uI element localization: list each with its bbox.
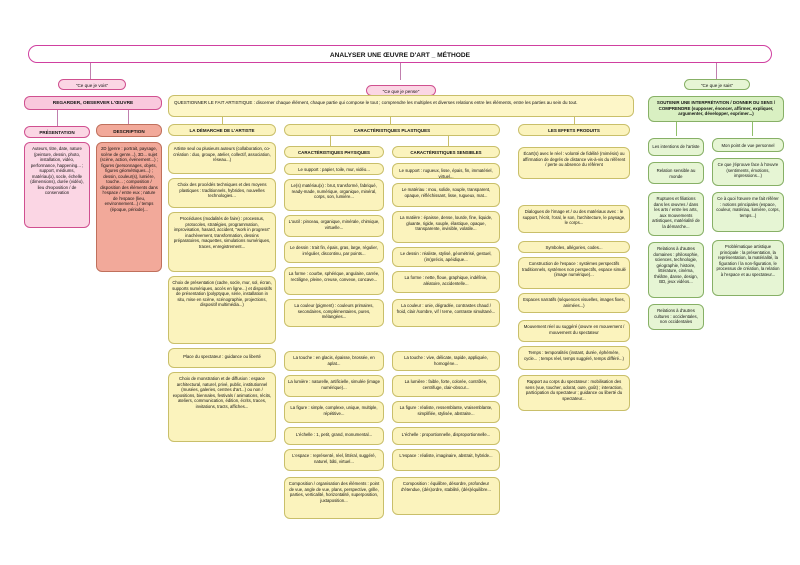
- physiques-item-10: L'espace : représenté, réel, littéral, suggéré, naturel, bâti, virtuel...: [284, 449, 384, 471]
- physiques-item-5: La couleur (pigment) : couleurs primaires, secondaires, complémentaires, pures, mélangées...: [284, 299, 384, 327]
- interpretation-item-7: Problématique artistique principale : la présentation, la représentation, la matérialité, la figuration / la non-figuration, le processus de création, la relation à l'espace et au spectateur...: [712, 240, 784, 296]
- interpretation-item-6: Relations à d'autres domaines : philosophie, sciences, technologie, géographie, histoire, littérature, cinéma, théâtre, danse, design, BD, jeux vidéos...: [648, 242, 704, 298]
- physiques-item-3: Le dessin : trait fin, épais, gras, large, régulier, irrégulier, discontinu, par points...: [284, 241, 384, 263]
- sensibles-item-6: La touche : vive, délicate, rapide, appliquée, homogène...: [392, 351, 500, 371]
- connector-plast-phys: [330, 136, 331, 146]
- sensibles-item-3: Le dessin : réaliste, stylisé, géométrisé, gestuel, (im)précis, apéidique...: [392, 247, 500, 267]
- presentation-content: Auteurs, titre, date, nature (peinture, dessin, photo, installation, vidéo, performance, happening... ; support, médiums, matériau(x), socle, échelle (dimensions), durée (vidéo), lieu d'exposition / de conservation: [24, 142, 90, 228]
- physiques-item-6: La touche : en glacis, épaisse, brossée, en aplat...: [284, 351, 384, 371]
- observer-header: REGARDER, OBSERVER L'ŒUVRE: [24, 96, 162, 110]
- sensibles-item-0: Le support : rugueux, lisse, épais, fin, immatériel, virtuel...: [392, 163, 500, 179]
- physiques-item-8: La figure : simple, complexe, unique, multiple, répétitive...: [284, 401, 384, 423]
- physiques-item-11: Composition / organisation des éléments : point de vue, angle de vue, plans, perspective, grille, parties, verticalité, horizontalité, superposition, juxtaposition...: [284, 477, 384, 519]
- connector-observer-pres: [57, 110, 58, 127]
- connector-plast-sens: [448, 136, 449, 146]
- effets-item-4: Espaces narratifs (séquences visuelles, images fixes, animées...): [518, 293, 630, 313]
- physiques-item-4: La forme : courbe, sphérique, angulaire, carrée, rectiligne, pleine, creuse, convexe, concave...: [284, 267, 384, 295]
- physiques-header: CARACTÉRISTIQUES PHYSIQUES: [284, 146, 384, 158]
- presentation-header: PRÉSENTATION: [24, 126, 90, 138]
- demarche-item-2: Procédures (modalités de faire) : processus, protocoles, stratégies, programmation, improvisation, hasard, accident, "work in progress" inachèvement, transformation, dessins préparatoires, maquettes, simulations numériques, traces, enregistrement...: [168, 212, 276, 272]
- effets-header: LES EFFETS PRODUITS: [518, 124, 630, 136]
- interpretation-item-2: Relation sensible au monde: [648, 162, 704, 184]
- sensibles-item-7: La lumière : faible, forte, colorée, contrôlée, centrifuge, clair-obscur...: [392, 375, 500, 397]
- interpretation-item-4: Ruptures et filiations dans les œuvres / dans les arts / entre les arts, aux mouvements artistiques, matérialité de la démarche...: [648, 192, 704, 236]
- description-content: 2D (genre : portrait, paysage, scène de genre...), 3D... sujet (scène, action, événement...) ; figures (personnages, objets, figures géométriques...) ; dessin, couleur(s), lumière, touche... ; composition / disposition des éléments dans l'espace / entre eux ; nature de l'espace (lieu, environnement...) / temps (époque, période)...: [96, 142, 162, 272]
- connector-interp-left: [676, 122, 677, 136]
- sensibles-item-8: La figure : réaliste, ressemblante, vraisemblante, simplifiée, stylisée, abstraite...: [392, 401, 500, 423]
- physiques-item-0: Le support : papier, toile, mur, vidéo...: [284, 163, 384, 175]
- tag-ce-que-je-sais: "Ce que je sais": [684, 79, 750, 90]
- description-header: DESCRIPTION: [96, 124, 162, 137]
- sensibles-item-4: La forme : nette, floue, graphique, indéfinie, aléatoire, accidentelle...: [392, 271, 500, 293]
- interpretation-item-3: Ce que j'éprouve face à l'œuvre (sentiments, émotions, impressions...): [712, 158, 784, 186]
- questionner-header: QUESTIONNER LE FAIT ARTISTIQUE : discerner chaque élément, chaque partie qui compose le tout ; comprendre les multiples et diverses relations entre les éléments, entre les parties au sein du tout.: [168, 95, 634, 117]
- demarche-item-0: Artiste seul ou plusieurs auteurs (collaboration, co-création : duo, groupe, atelier, collectif, association, réseau...): [168, 142, 276, 174]
- tag-ce-que-je-pense: "Ce que je pense": [366, 85, 436, 96]
- effets-item-1: Dialogues de l'image et / ou des matériaux avec : le support, l'écrit, l'oral, le son, l'architecture, le paysage, le corps...: [518, 205, 630, 233]
- sensibles-item-11: Composition : équilibre, désordre, profondeur d'étendue, (dés)ordre, stabilité, (dés)équilibre...: [392, 477, 500, 515]
- effets-item-0: Écart(s) avec le réel : volonté de fidélité (mimésis) ou affirmation de degrés de distance vis-à-vis du référent / perte ou absence du référent: [518, 147, 630, 179]
- sensibles-item-10: L'espace : réaliste, imaginaire, abstrait, hybride...: [392, 449, 500, 471]
- sensibles-item-1: Le matériau : mou, solide, souple, transparent, opaque, réfléchissant, lisse, rugueux, mat...: [392, 183, 500, 207]
- interpretation-item-8: Relations à d'autres cultures : occidentales, non occidentales: [648, 304, 704, 330]
- interpretation-item-5: Ce à quoi l'œuvre me fait référer : notions principales (espace, couleur, matériau, lumière, corps, temps...): [712, 192, 784, 232]
- interpretation-item-1: Mon point de vue personnel: [712, 138, 784, 152]
- demarche-item-1: Choix des procédés techniques et des moyens plastiques : traditionnels, hybrides, nouvelles technologies...: [168, 178, 276, 208]
- page-title: ANALYSER UNE ŒUVRE D'ART _ MÉTHODE: [28, 45, 772, 63]
- demarche-item-3: Choix de présentation (cadre, socle, mur, sol, écran, supports numériques, accès en ligne...) et dispositifs de présentation (polyptyque, série, installation in situ, mise en scène, scénographie, projections, dispositif multimédia...): [168, 276, 276, 344]
- demarche-header: LA DÉMARCHE DE L'ARTISTE: [168, 124, 276, 136]
- effets-item-5: Mouvement réel ou suggéré (œuvre en mouvement / mouvement du spectateur: [518, 320, 630, 342]
- interpretation-header: SOUTENIR UNE INTERPRÉTATION / DONNER DU SENS / COMPRENDRE (supposer, énoncer, affirmer, expliquer, argumenter, développer, exprimer...): [648, 96, 784, 122]
- effets-item-2: Symboles, allégories, codes...: [518, 241, 630, 253]
- physiques-item-1: Le(s) matériau(x) : brut, transformé, fabriqué, ready-made, numérique, organique, minéral, corps, son, lumière...: [284, 179, 384, 211]
- interpretation-item-0: Les intentions de l'artiste: [648, 138, 704, 156]
- sensibles-item-9: L'échelle : proportionnelle, disproportionnelle...: [392, 427, 500, 445]
- connector-title-left: [90, 63, 91, 80]
- plastiques-header: CARACTÉRISTIQUES PLASTIQUES: [284, 124, 500, 136]
- sensibles-item-5: La couleur : unie, dégradée, contrastes chaud / froid, clair /sombre, vif / terne, contraste simultané...: [392, 299, 500, 327]
- connector-interp-right: [752, 122, 753, 136]
- tag-ce-que-je-vois: "Ce que je vois": [58, 79, 126, 90]
- effets-item-6: Temps : temporalités (instant, durée, éphémère, cycle... ; temps réel, temps suggéré, temps différé...): [518, 346, 630, 370]
- sensibles-item-2: La matière : épaisse, dense, lourde, fine, liquide, gluante, rigide, souple, élastique, opaque, transparente, invisible, volatile...: [392, 211, 500, 243]
- effets-item-7: Rapport au corps du spectateur : mobilisation des sens (vue, toucher, odorat, ouïe, goût) ; interaction, participation du spectateur ; guidance ou liberté du spectateur...: [518, 375, 630, 411]
- effets-item-3: Construction de l'espace : systèmes perspectifs traditionnels, systèmes non perspectifs, espace simulé (image numérique)...: [518, 257, 630, 289]
- physiques-item-2: L'outil : pinceau, organique, minérale, chimique, virtuelle...: [284, 215, 384, 237]
- demarche-item-4: Place du spectateur : guidance ou liberté: [168, 348, 276, 368]
- physiques-item-9: L'échelle : 1, petit, grand, monumental...: [284, 427, 384, 445]
- demarche-item-5: Choix de monstration et de diffusion : espace architectural, naturel, privé, public, institutionnel (musées, galeries, centres d'art...) ou non / expositions, biennales, festivals / animations, récits, ateliers, communication, édition, écrits, traces, invitations, tracts, affiches...: [168, 372, 276, 442]
- sensibles-header: CARACTÉRISTIQUES SENSIBLES: [392, 146, 500, 158]
- physiques-item-7: La lumière : naturelle, artificielle, simulée (image numérique)...: [284, 375, 384, 397]
- connector-title-center: [400, 63, 401, 80]
- connector-title-right: [716, 63, 717, 80]
